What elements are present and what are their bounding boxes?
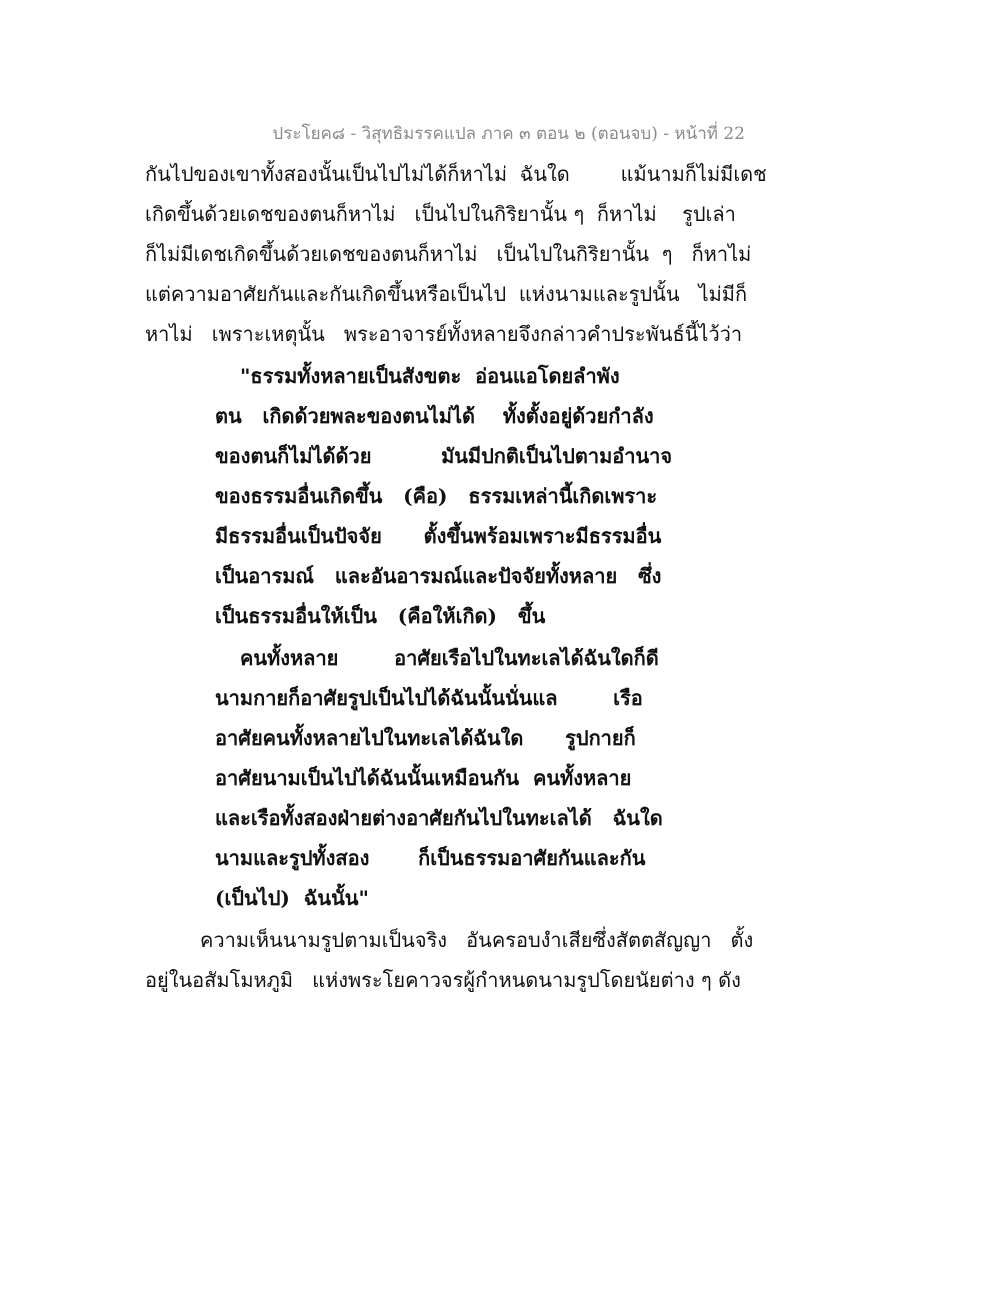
paragraph-line: อยู่ในอสัมโมหภูมิ แห่งพระโยคาวจรผู้กำหนดนามรูปโดยนัยต่าง ๆ ดัง bbox=[145, 968, 741, 992]
quote-line: อาศัยนามเป็นไปได้ฉันนั้นเหมือนกัน คนทั้งหลาย bbox=[215, 766, 632, 790]
quote-line: คนทั้งหลาย อาศัยเรือไปในทะเลได้ฉันใดก็ดี bbox=[240, 646, 659, 670]
paragraph-line: กันไปของเขาทั้งสองนั้นเป็นไปไม่ได้ก็หาไม่ ฉันใด แม้นามก็ไม่มีเดช bbox=[145, 162, 767, 186]
paragraph-line: แต่ความอาศัยกันและกันเกิดขึ้นหรือเป็นไป แห่งนามและรูปนั้น ไม่มีก็ bbox=[145, 282, 748, 306]
paragraph-line: ก็ไม่มีเดชเกิดขึ้นด้วยเดชของตนก็หาไม่ เป็นไปในกิริยานั้น ๆ ก็หาไม่ bbox=[145, 242, 752, 266]
quote-line: นามและรูปทั้งสอง ก็เป็นธรรมอาศัยกันและกัน bbox=[215, 846, 646, 870]
quote-line: เป็นธรรมอื่นให้เป็น (คือให้เกิด) ขึ้น bbox=[215, 604, 546, 628]
quote-line: เป็นอารมณ์ และอันอารมณ์และปัจจัยทั้งหลาย ซึ่ง bbox=[215, 564, 662, 588]
page-header: ประโยค๘ - วิสุทธิมรรคแปล ภาค ๓ ตอน ๒ (ตอนจบ) - หน้าที่ 22 bbox=[272, 124, 745, 144]
quote-line: (เป็นไป) ฉันนั้น" bbox=[215, 886, 369, 910]
quote-line: นามกายก็อาศัยรูปเป็นไปได้ฉันนั้นนั่นแล เรือ bbox=[215, 686, 643, 710]
paragraph-line: เกิดขึ้นด้วยเดชของตนก็หาไม่ เป็นไปในกิริยานั้น ๆ ก็หาไม่ รูปเล่า bbox=[145, 202, 736, 226]
quote-line: อาศัยคนทั้งหลายไปในทะเลได้ฉันใด รูปกายก็ bbox=[215, 726, 636, 750]
paragraph-line: หาไม่ เพราะเหตุนั้น พระอาจารย์ทั้งหลายจึงกล่าวคำประพันธ์นี้ไว้ว่า bbox=[145, 322, 743, 346]
quote-line: "ธรรมทั้งหลายเป็นสังขตะ อ่อนแอโดยลำพัง bbox=[240, 364, 620, 388]
quote-line: ของตนก็ไม่ได้ด้วย มันมีปกติเป็นไปตามอำนาจ bbox=[215, 444, 673, 468]
quote-line: และเรือทั้งสองฝ่ายต่างอาศัยกันไปในทะเลได้ ฉันใด bbox=[215, 806, 663, 830]
paragraph-line: ความเห็นนามรูปตามเป็นจริง อันครอบงำเสียซึ่งสัตตสัญญา ตั้ง bbox=[200, 928, 754, 952]
quote-line: ของธรรมอื่นเกิดขึ้น (คือ) ธรรมเหล่านี้เกิดเพราะ bbox=[215, 484, 658, 508]
quote-line: มีธรรมอื่นเป็นปัจจัย ตั้งขึ้นพร้อมเพราะมีธรรมอื่น bbox=[215, 524, 662, 548]
quote-line: ตน เกิดด้วยพละของตนไม่ได้ ทั้งตั้งอยู่ด้วยกำลัง bbox=[215, 404, 654, 428]
